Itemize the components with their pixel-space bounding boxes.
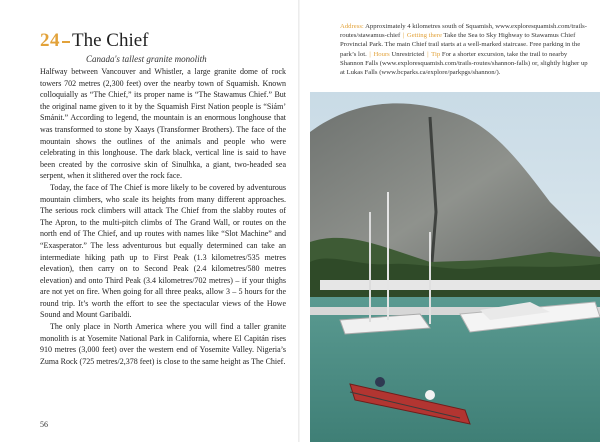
chapter-underline (62, 41, 70, 43)
chapter-title: The Chief (72, 30, 149, 51)
article-body (40, 66, 286, 367)
chapter-subtitle: Canada's tallest granite monolith (86, 54, 207, 64)
chapter-heading (40, 30, 149, 52)
hours-text: Unrestricted (391, 50, 425, 58)
chief-photo (310, 92, 600, 442)
info-box (340, 22, 590, 77)
page-number: 56 (40, 420, 48, 429)
separator: | (369, 50, 371, 58)
paragraph: Today, the face of The Chief is more likely to be covered by adventurous mountain climbers, who scale its heights from many different approaches. The serious rock climbers will attack The Chief from the slabby routes of The Apron, to the multi-pitch climbs of The Grand Wall, or routes on the north end of The Chief, and up routes with names like “Slot Machine” and “Exasperator.” The less adventurous but equally determined can take an intermediate hiking path up to First Peak (1.3 kilometres/535 metres elevation), then carry on to Second Peak (2.4 kilometres/580 metres elevation) and onto Third Peak (3.4 kilometres/702 metres) – if your thighs are not yet on fire. When going for all three peaks, allow 3 – 5 hours for the round trip. It’s worth the effort to see the spectacular views of the Howe Sound and Mount Garibaldi. (40, 182, 286, 320)
address-label: Address: (340, 23, 364, 30)
paragraph: Halfway between Vancouver and Whistler, a large granite dome of rock towers 702 metres (2,300 feet) over the nearby town of Squamish. Known colloquially as “The Chief,” its proper name is “The Stawamus Chief.” But the original name given to it by the Squamish First Nation people is “Siám’ Smánit.” According to legend, the mountain is an enormous longhouse that was transformed to stone by Xaays (Transformer Brothers). The face of the mountain shows the outlines of the animals and people who were celebrating in this longhouse. The dark black, vertical line is said to have been created by the corrosive skin of Sinulhka, a giant, two-headed sea serpent, when it slithered over the rock face. (40, 67, 286, 181)
getting-there-text: Take the Sea to Sky Highway to Stawamus Chief Provincial Park. The main Chief trail starts at a well-marked staircase. Free parking in the park’s lot. (340, 32, 581, 58)
separator: | (427, 50, 429, 58)
tip-text: For a shorter excursion, take the trail to nearby Shannon Falls (www.exploresquamish.com/trails-routes/shannon-falls) or, slightly higher up at Lukas Falls (www.bcparks.ca/explore/parkpgs/shannon/). (340, 50, 588, 77)
chapter-number: 24 (40, 30, 60, 51)
hours-label: Hours (373, 50, 390, 58)
address-text: Approximately 4 kilometres south of Squamish, www.exploresquamish.com/trails-routes/stawamus-chief (340, 23, 587, 40)
harbour-illustration (310, 92, 600, 442)
separator: | (402, 32, 405, 40)
tip-label: Tip (431, 50, 441, 58)
paragraph: The only place in North America where you will find a taller granite monolith is at Yosemite National Park in California, where El Capitán rises 910 metres (3,000 feet) over the western end of Yosemite Valley. Nigeria’s Zuma Rock (725 metres/2,378 feet) is close to the same height as The Chief. (40, 322, 286, 366)
getting-there-label: Getting there (406, 32, 442, 40)
